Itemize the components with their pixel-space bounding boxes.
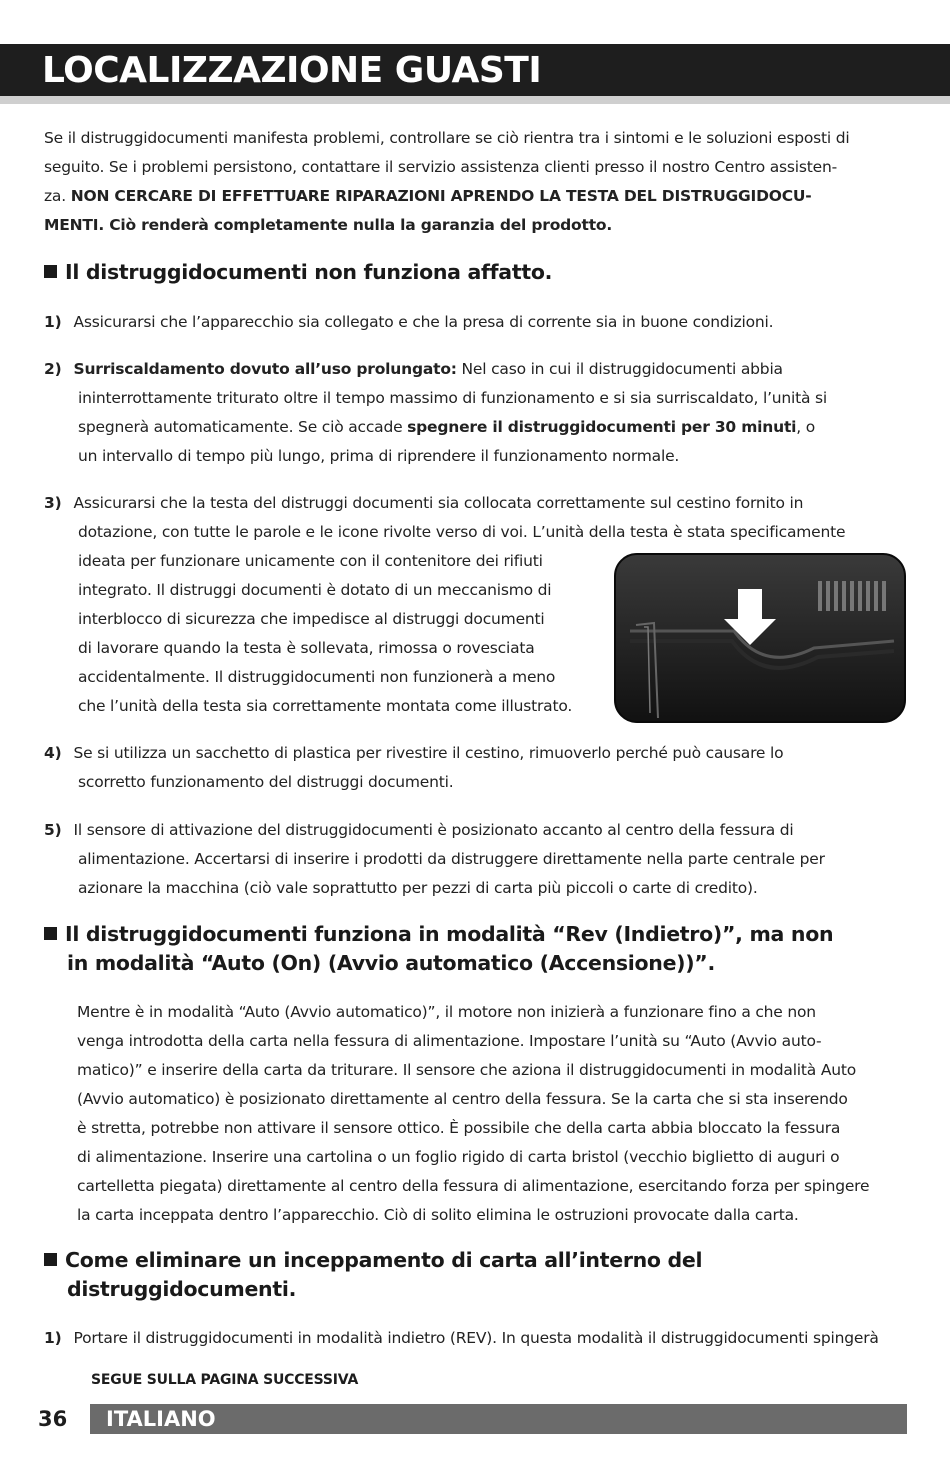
section-heading-line xyxy=(44,1246,914,1275)
section-heading-line: in modalità “Auto (On) (Avvio automatico (Accensione))”. xyxy=(67,951,715,975)
para-line: la carta inceppata dentro l’apparecchio. Ciò di solito elimina le ostruzioni provocate dalla carta. xyxy=(77,1206,799,1224)
section-heading-3 xyxy=(44,1246,914,1304)
item-emphasis: spegnere il distruggidocumenti per 30 minuti xyxy=(407,418,797,436)
item-number: 1) xyxy=(44,313,62,331)
para-line: di alimentazione. Inserire una cartolina o un foglio rigido di carta bristol (vecchio biglietto di auguri o xyxy=(77,1148,840,1166)
bullet-square-icon xyxy=(44,1253,57,1266)
section-heading-line xyxy=(44,920,914,949)
bullet-square-icon xyxy=(44,927,57,940)
para-line: Mentre è in modalità “Auto (Avvio automatico)”, il motore non inizierà a funzionare fino a che non xyxy=(77,1003,816,1021)
item-number: 2) xyxy=(44,360,62,378)
section-heading-1 xyxy=(44,258,552,287)
intro-paragraph xyxy=(44,124,906,240)
warning-text: NON CERCARE DI EFFETTUARE RIPARAZIONI APRENDO LA TESTA DEL DISTRUGGIDOCU- xyxy=(70,187,812,205)
page-title: LOCALIZZAZIONE GUASTI xyxy=(42,50,542,91)
warning-text: MENTI. Ciò renderà completamente nulla la garanzia del prodotto. xyxy=(44,216,613,234)
item-text: , o xyxy=(796,418,816,436)
shredder-body xyxy=(615,554,905,722)
language-label: ITALIANO xyxy=(106,1407,216,1431)
item-line xyxy=(44,739,906,768)
item-text: spegnerà automaticamente. Se ciò accade xyxy=(78,418,408,436)
vent-grille xyxy=(818,581,886,611)
section-heading-text: Come eliminare un inceppamento di carta all’interno del xyxy=(65,1248,703,1272)
para-line: matico)” e inserire della carta da triturare. Il sensore che aziona il distruggidocumenti in modalità Auto xyxy=(77,1061,857,1079)
item-line xyxy=(44,355,906,384)
item-text: Assicurarsi che la testa del distruggi documenti sia collocata correttamente sul cestino fornito in xyxy=(73,494,804,512)
para-line: venga introdotta della carta nella fessura di alimentazione. Impostare l’unità su “Auto (Avvio auto- xyxy=(77,1032,822,1050)
item-line xyxy=(44,489,906,518)
item-line: di lavorare quando la testa è sollevata, rimossa o rovesciata xyxy=(78,639,535,657)
item-number: 5) xyxy=(44,821,62,839)
item-number: 3) xyxy=(44,494,62,512)
item-line: che l’unità della testa sia correttamente montata come illustrato. xyxy=(78,697,573,715)
para-line: è stretta, potrebbe non attivare il sensore ottico. È possibile che della carta abbia bloccato la fessura xyxy=(77,1119,841,1137)
page-number: 36 xyxy=(38,1407,68,1431)
list-item xyxy=(44,1324,924,1353)
section-heading-text: Il distruggidocumenti non funziona affatto. xyxy=(65,260,553,284)
bullet-square-icon xyxy=(44,265,57,278)
item-line: interblocco di sicurezza che impedisce al distruggi documenti xyxy=(78,610,545,628)
item-text: Assicurarsi che l’apparecchio sia collegato e che la presa di corrente sia in buone condizioni. xyxy=(73,313,774,331)
item-text: Se si utilizza un sacchetto di plastica per rivestire il cestino, rimuoverlo perché può causare lo xyxy=(73,744,784,762)
item-line: scorretto funzionamento del distruggi documenti. xyxy=(78,773,454,791)
item-line: azionare la macchina (ciò vale soprattutto per pezzi di carta più piccoli o carte di credito). xyxy=(78,879,758,897)
item-line: alimentazione. Accertarsi di inserire i prodotti da distruggere direttamente nella parte centrale per xyxy=(78,850,825,868)
item-number: 1) xyxy=(44,1329,62,1347)
item-line: dotazione, con tutte le parole e le icone rivolte verso di voi. L’unità della testa è stata specificamente xyxy=(78,523,846,541)
item-line xyxy=(44,413,906,442)
list-item xyxy=(44,739,906,797)
intro-line xyxy=(44,211,906,240)
item-line: un intervallo di tempo più lungo, prima di riprendere il funzionamento normale. xyxy=(78,447,680,465)
section-2-paragraph xyxy=(77,998,909,1230)
item-text: Nel caso in cui il distruggidocumenti abbia xyxy=(456,360,783,378)
list-item xyxy=(44,816,906,903)
item-number: 4) xyxy=(44,744,62,762)
item-line: accidentalmente. Il distruggidocumenti non funzionerà a meno xyxy=(78,668,556,686)
para-line: cartelletta piegata) direttamente al centro della fessura di alimentazione, esercitando forza per spingere xyxy=(77,1177,870,1195)
section-heading-text: Il distruggidocumenti funziona in modalità “Rev (Indietro)”, ma non xyxy=(65,922,834,946)
continue-label: SEGUE SULLA PAGINA SUCCESSIVA xyxy=(91,1372,359,1388)
item-lead: Surriscaldamento dovuto all’uso prolungato: xyxy=(73,360,457,378)
section-heading-line: distruggidocumenti. xyxy=(67,1277,297,1301)
item-text: Il sensore di attivazione del distruggidocumenti è posizionato accanto al centro della fessura di xyxy=(73,821,794,839)
item-line xyxy=(44,816,906,845)
para-line: (Avvio automatico) è posizionato direttamente al centro della fessura. Se la carta che si sta inserendo xyxy=(77,1090,848,1108)
item-line: ideata per funzionare unicamente con il contenitore dei rifiuti xyxy=(78,552,543,570)
list-item xyxy=(44,355,906,471)
shredder-head-illustration xyxy=(614,553,906,723)
header-rule xyxy=(0,96,950,104)
list-item xyxy=(44,308,906,337)
intro-line: seguito. Se i problemi persistono, contattare il servizio assistenza clienti presso il nostro Centro assisten- xyxy=(44,158,837,176)
item-line: ininterrottamente triturato oltre il tempo massimo di funzionamento e si sia surriscaldato, l’unità si xyxy=(78,389,828,407)
section-heading-2 xyxy=(44,920,914,978)
item-line: integrato. Il distruggi documenti è dotato di un meccanismo di xyxy=(78,581,552,599)
intro-text: za. xyxy=(44,187,71,205)
item-text: Portare il distruggidocumenti in modalità indietro (REV). In questa modalità il distruggidocumenti spingerà xyxy=(73,1329,879,1347)
intro-line xyxy=(44,182,906,211)
intro-line: Se il distruggidocumenti manifesta problemi, controllare se ciò rientra tra i sintomi e le soluzioni esposti di xyxy=(44,129,850,147)
